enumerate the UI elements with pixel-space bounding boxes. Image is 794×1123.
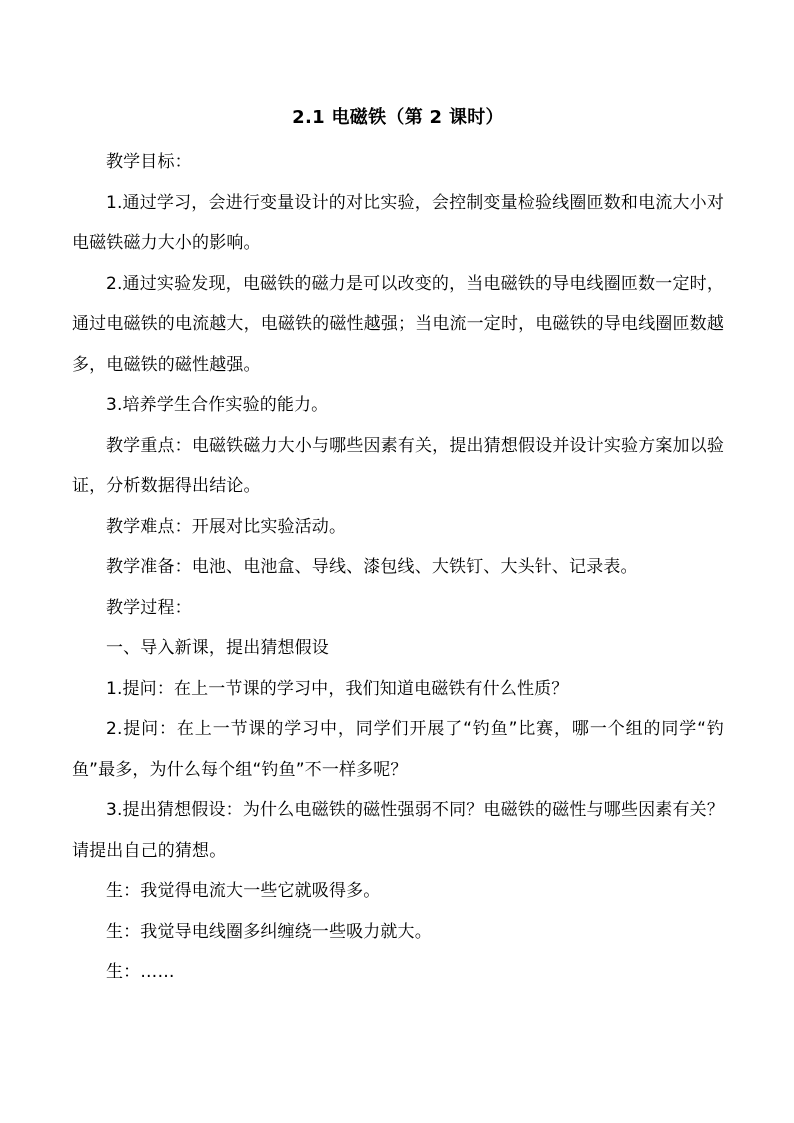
paragraph-question-2: 2.提问：在上一节课的学习中，同学们开展了“钓鱼”比赛，哪一个组的同学“钓鱼”最多，为什么每个组“钓鱼”不一样多呢？ xyxy=(72,719,724,780)
paragraph-difficulties: 教学难点：开展对比实验活动。 xyxy=(106,516,347,537)
paragraph-goal-2: 2.通过实验发现，电磁铁的磁力是可以改变的，当电磁铁的导电线圈匝数一定时，通过电磁铁的电流越大，电磁铁的磁性越强；当电流一定时，电磁铁的导电线圈匝数越多，电磁铁的磁性越强。 xyxy=(72,273,724,375)
document-title: 2.1 电磁铁（第 2 课时） xyxy=(292,107,504,128)
paragraph-teaching-goals-heading: 教学目标： xyxy=(106,152,192,172)
paragraph-preparation: 教学准备：电池、电池盒、导线、漆包线、大铁钉、大头针、记录表。 xyxy=(106,557,638,577)
paragraph-goal-3: 3.培养学生合作实验的能力。 xyxy=(106,395,329,415)
paragraph-key-points: 教学重点：电磁铁磁力大小与哪些因素有关，提出猜想假设并设计实验方案加以验证，分析数据得出结论。 xyxy=(72,435,724,496)
paragraph-process-heading: 教学过程： xyxy=(106,597,192,618)
document-page xyxy=(72,100,724,993)
paragraph-section-1-heading: 一、导入新课，提出猜想假设 xyxy=(106,638,329,658)
paragraph-question-1: 1.提问：在上一节课的学习中，我们知道电磁铁有什么性质？ xyxy=(106,678,569,699)
paragraph-student-answer-1: 生：我觉得电流大一些它就吸得多。 xyxy=(106,881,381,901)
paragraph-student-answer-2: 生：我觉导电线圈多纠缠绕一些吸力就大。 xyxy=(106,921,432,942)
paragraph-hypothesis: 3.提出猜想假设：为什么电磁铁的磁性强弱不同？电磁铁的磁性与哪些因素有关？请提出自己的猜想。 xyxy=(72,800,724,861)
paragraph-student-answer-3: 生：…… xyxy=(106,962,175,982)
paragraph-goal-1: 1.通过学习，会进行变量设计的对比实验，会控制变量检验线圈匝数和电流大小对电磁铁磁力大小的影响。 xyxy=(72,192,724,253)
